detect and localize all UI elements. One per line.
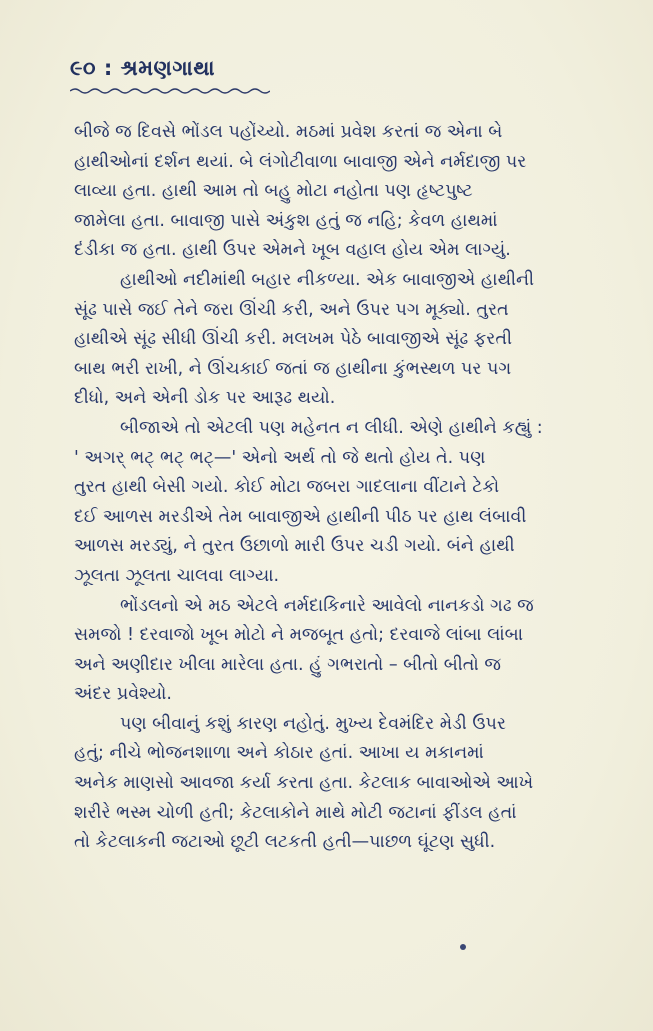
- text-line: હાથીઓનાં દર્શન થયાં. બે લંગોટીવાળા બાવાજી એને નર્મદાજી પર: [74, 151, 527, 172]
- text-line: અને અણીદાર ખીલા મારેલા હતા. હું ગભરાતો – બીતો બીતો જ: [74, 654, 501, 675]
- text-line: તો કેટલાકની જટાઓ છૂટી લટકતી હતી—પાછળ ઘૂંટણ સુધી.: [74, 832, 496, 853]
- header-wavy-rule: [70, 86, 270, 96]
- text-line: ઝૂલતા ઝૂલતા ચાલવા લાગ્યા.: [74, 565, 280, 586]
- paragraph: [74, 118, 614, 266]
- text-line: દીધો, અને એની ડોક પર આરૂઢ થયો.: [74, 388, 336, 409]
- text-line: દઈ આળસ મરડીએ તેમ બાવાજીએ હાથીની પીઠ પર હાથ લંબાવી: [74, 506, 527, 527]
- paragraph: [74, 266, 614, 414]
- paragraph: [74, 414, 614, 592]
- text-line: અનેક માણસો આવજા કર્યા કરતા હતા. કેટલાક બાવાઓએ આખે: [74, 773, 534, 794]
- paragraph: [74, 710, 614, 858]
- text-line: તુરત હાથી બેસી ગયો. કોઈ મોટા જબરા ગાદલાના વીંટાને ટેકો: [74, 477, 500, 498]
- text-line: અંદર પ્રવેશ્યો.: [74, 684, 172, 705]
- text-line: દંડીકા જ હતા. હાથી ઉપર એમને ખૂબ વહાલ હોય એમ લાગ્યું.: [74, 240, 511, 261]
- text-line: શરીરે ભસ્મ ચોળી હતી; કેટલાકોને માથે મોટી જટાનાં ફીંડલ હતાં: [74, 802, 517, 823]
- text-line: ' અગર્ ભટ્ ભટ્ ભટ્—' એનો અર્થ તો જે થતો હોય તે. પણ: [74, 447, 486, 468]
- text-line: હાથીએ સૂંઢ સીધી ઊંચી કરી. મલખમ પેઠે બાવાજીએ સૂંઢ ફરતી: [74, 329, 512, 350]
- text-line: બીજાએ તો એટલી પણ મહેનત ન લીધી. એણે હાથીને કહ્યું :: [120, 417, 543, 438]
- text-line: જામેલા હતા. બાવાજી પાસે અંકુશ હતું જ નહિ; કેવળ હાથમાં: [74, 210, 498, 231]
- end-ornament-dot: [460, 944, 466, 950]
- text-line: સમજો ! દરવાજો ખૂબ મોટો ને મજબૂત હતો; દરવાજે લાંબા લાંબા: [74, 625, 523, 646]
- text-line: બાથ ભરી રાખી, ને ઊંચકાઈ જતાં જ હાથીના કુંભસ્થળ પર પગ: [74, 358, 512, 379]
- text-line: પણ બીવાનું કશું કારણ નહોતું. મુખ્ય દેવમંદિર મેડી ઉપર: [120, 713, 506, 734]
- paragraph: [74, 592, 614, 710]
- running-head: ૯૦ : શ્રમણગાથા: [70, 56, 216, 80]
- text-line: ભોંડલનો એ મઠ એટલે નર્મદાકિનારે આવેલો નાનકડો ગઢ જ: [120, 595, 534, 616]
- text-line: લાવ્યા હતા. હાથી આમ તો બહુ મોટા નહોતા પણ હૃષ્ટપુષ્ટ: [74, 181, 473, 202]
- text-line: સૂંઢ પાસે જઈ તેને જરા ઊંચી કરી, અને ઉપર પગ મૂક્યો. તુરત: [74, 299, 509, 320]
- text-line: હાથીઓ નદીમાંથી બહાર નીકળ્યા. એક બાવાજીએ હાથીની: [120, 269, 535, 290]
- text-line: હતું; નીચે ભોજનશાળા અને કોઠાર હતાં. આખા ય મકાનમાં: [74, 743, 484, 764]
- body-text: [74, 118, 614, 858]
- text-line: બીજે જ દિવસે ભોંડલ પહોંચ્યો. મઠમાં પ્રવેશ કરતાં જ એના બે: [74, 122, 503, 142]
- text-line: આળસ મરડ્યું, ને તુરત ઉછાળો મારી ઉપર ચડી ગયો. બંને હાથી: [74, 536, 515, 557]
